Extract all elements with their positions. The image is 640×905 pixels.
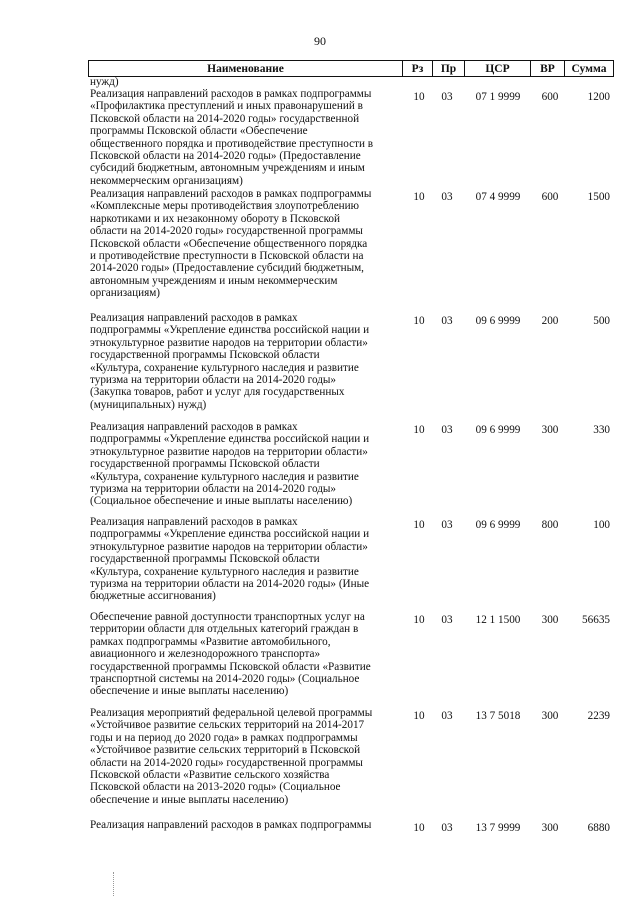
row-name: Реализация направлений расходов в рамках подпрограммы [90,819,372,831]
header-sum: Сумма [571,62,607,75]
row-rz: 10 [413,710,425,722]
row-vr: 300 [541,614,559,626]
row-sum: 1200 [587,91,610,103]
row-csr: 07 1 9999 [475,91,521,103]
row-csr: 13 7 9999 [475,822,521,834]
row-name: Реализация мероприятий федеральной целевой программы «Устойчивое развитие сельских территорий на 2014-2017 годы и на период до 2020 года» в рамках подпрограммы «Устойчивое развитие сельских территорий в Псковской области на 2014-2020 годы» государственной программы Псковской области «Развитие сельского хозяйства Псковской области на 2013-2020 годы» (Социальное обеспечение и иные выплаты населению) [90,707,373,806]
row-sum: 330 [593,424,610,436]
row-sum: 6880 [587,822,610,834]
row-pr: 03 [441,91,453,103]
header-rz: Рз [403,61,433,76]
row-pr: 03 [441,519,453,531]
row-vr: 600 [541,191,559,203]
row-pr: 03 [441,614,453,626]
row-csr: 09 6 9999 [475,519,521,531]
row-csr: 09 6 9999 [475,315,521,327]
row-rz: 10 [413,424,425,436]
row-name: Реализация направлений расходов в рамках подпрограммы «Комплексные меры противодействия злоупотреблению наркотиками и их незаконному обороту в Псковской области на 2014-2020 годы» государственной программы Псковской области «Обеспечение общественного порядка и противодействие преступности в Псковской области на 2014-2020 годы» (Предоставление субсидий бюджетным, автономным учреждениям и иным некоммерческим организациям) [90,188,372,300]
header-name: Наименование [89,61,403,76]
row-name: Реализация направлений расходов в рамках подпрограммы «Укрепление единства российской нации и этнокультурное развитие народов на территории области» государственной программы Псковской области «Культура, сохранение культурного наследия и развитие туризма на территории области на 2014-2020 годы» (Закупка товаров, работ и услуг для государственных (муниципальных) нужд) [90,312,370,411]
header-vr: ВР [531,61,565,76]
row-rz: 10 [413,519,425,531]
row-pr: 03 [441,315,453,327]
row-vr: 600 [541,91,559,103]
row-pr: 03 [441,424,453,436]
row-pr: 03 [441,822,453,834]
row-csr: 13 7 5018 [475,710,521,722]
continuation-text: нужд) [90,76,119,88]
row-pr: 03 [441,191,453,203]
row-sum: 2239 [587,710,610,722]
row-vr: 800 [541,519,559,531]
scan-margin-mark [113,872,115,896]
row-sum: 500 [593,315,610,327]
row-sum: 56635 [582,614,610,626]
header-csr: ЦСР [465,61,531,76]
row-pr: 03 [441,710,453,722]
row-rz: 10 [413,191,425,203]
header-pr: Пр [433,61,465,76]
page-number: 90 [314,34,326,48]
row-name: Реализация направлений расходов в рамках подпрограммы «Укрепление единства российской нации и этнокультурное развитие народов на территории области» государственной программы Псковской области «Культура, сохранение культурного наследия и развитие туризма на территории области на 2014-2020 годы» (Иные бюджетные ассигнования) [90,516,370,603]
row-vr: 200 [541,315,559,327]
row-csr: 07 4 9999 [475,191,521,203]
row-vr: 300 [541,822,559,834]
row-vr: 300 [541,710,559,722]
row-csr: 12 1 1500 [475,614,521,626]
row-rz: 10 [413,315,425,327]
table-header [88,60,614,77]
row-sum: 100 [593,519,610,531]
row-vr: 300 [541,424,559,436]
row-rz: 10 [413,614,425,626]
row-rz: 10 [413,822,425,834]
row-name: Обеспечение равной доступности транспортных услуг на территории области для отдельных категорий граждан в рамках подпрограммы «Развитие автомобильного, авиационного и железнодорожного транспорта» государственной программы Псковской области «Развитие транспортной системы на 2014-2020 годы» (Социальное обеспечение и иные выплаты населению) [90,611,371,698]
row-sum: 1500 [587,191,610,203]
row-name: Реализация направлений расходов в рамках подпрограммы «Профилактика преступлений и иных правонарушений в Псковской области на 2014-2020 годы» государственной программы Псковской области «Обеспечение общественного порядка и противодействие преступности в Псковской области на 2014-2020 годы» (Предоставление субсидий бюджетным, автономным учреждениям и иным некоммерческим организациям) [90,88,374,187]
row-name: Реализация направлений расходов в рамках подпрограммы «Укрепление единства российской нации и этнокультурное развитие народов на территории области» государственной программы Псковской области «Культура, сохранение культурного наследия и развитие туризма на территории области на 2014-2020 годы» (Социальное обеспечение и иные выплаты населению) [90,421,370,508]
row-rz: 10 [413,91,425,103]
row-csr: 09 6 9999 [475,424,521,436]
